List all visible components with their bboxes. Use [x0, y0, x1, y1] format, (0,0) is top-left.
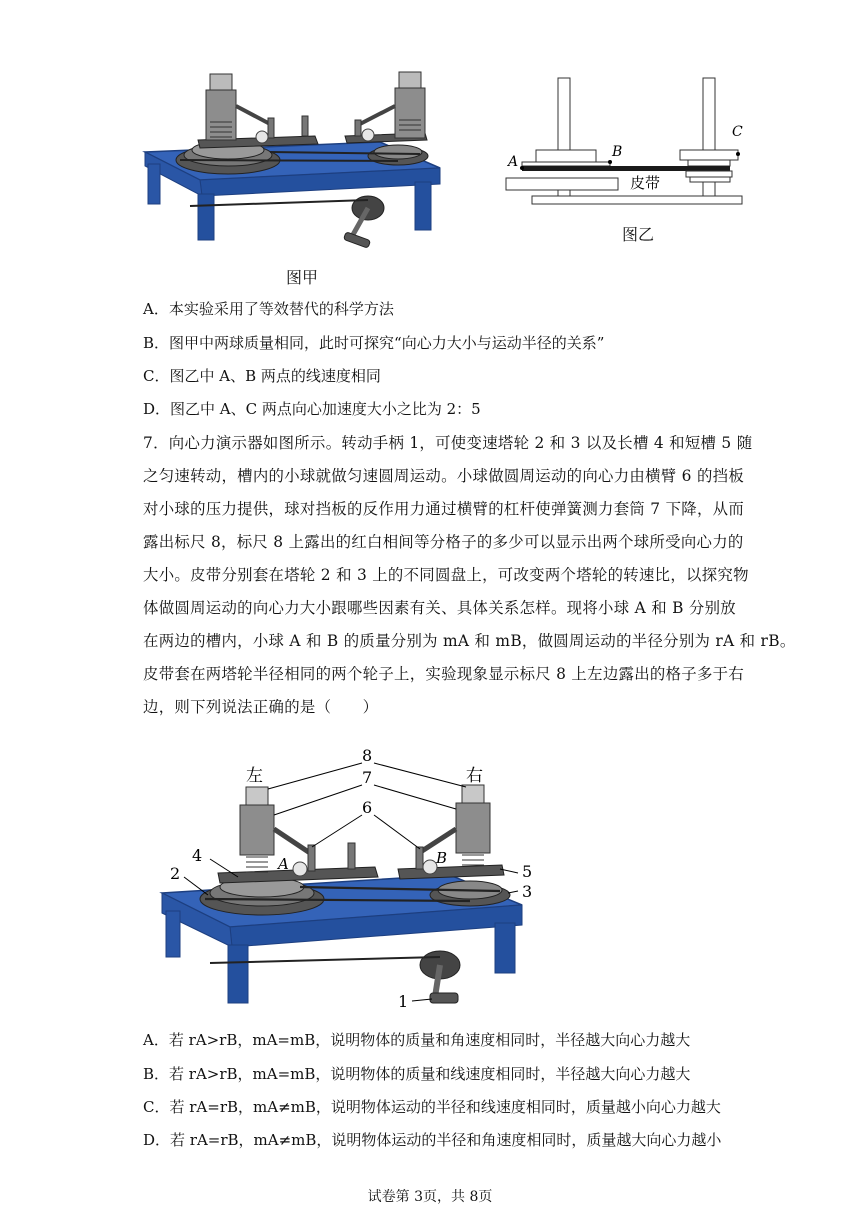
q7-line: 露出标尺 8，标尺 8 上露出的红白相间等分格子的多少可以显示出两个球所受向心力的 — [143, 533, 744, 551]
point-c-label: C — [732, 124, 743, 140]
q7-option-a: A．若 rA>rB，mA=mB，说明物体的质量和角速度相同时，半径越大向心力越大 — [143, 1031, 691, 1049]
figure-yi-diagram — [500, 70, 760, 215]
figure-q7-apparatus — [150, 745, 560, 1020]
label-ball-b: B — [436, 849, 448, 867]
label-left: 左 — [246, 766, 263, 786]
figure-jia-caption: 图甲 — [286, 268, 319, 287]
label-1: 1 — [398, 992, 409, 1011]
page-footer: 试卷第 3页，共 8页 — [367, 1189, 493, 1205]
q7-line: 大小。皮带分别套在塔轮 2 和 3 上的不同圆盘上，可改变两个塔轮的转速比，以探究物 — [143, 566, 749, 584]
label-8: 8 — [362, 746, 373, 765]
q7-line: 皮带套在两塔轮半径相同的两个轮子上，实验现象显示标尺 8 上左边露出的格子多于右 — [143, 665, 745, 683]
q6-option-a: A．本实验采用了等效替代的科学方法 — [143, 300, 394, 318]
label-7: 7 — [362, 768, 373, 787]
label-ball-a: A — [278, 855, 289, 873]
label-3: 3 — [522, 882, 533, 901]
q7-line: 体做圆周运动的向心力大小跟哪些因素有关、具体关系怎样。现将小球 A 和 B 分别放 — [143, 599, 736, 617]
label-2: 2 — [170, 864, 181, 883]
point-b-label: B — [612, 144, 623, 160]
belt-label: 皮带 — [630, 174, 661, 192]
q7-option-c: C．若 rA=rB，mA≠mB，说明物体运动的半径和线速度相同时，质量越小向心力越大 — [143, 1098, 721, 1116]
label-6: 6 — [362, 798, 373, 817]
point-a-label: A — [508, 154, 519, 170]
figure-jia-apparatus — [140, 60, 460, 260]
q7-option-d: D．若 rA=rB，mA≠mB，说明物体运动的半径和角速度相同时，质量越大向心力越小 — [143, 1131, 722, 1149]
q6-option-d: D．图乙中 A、C 两点向心加速度大小之比为 2：5 — [143, 400, 481, 418]
q7-stem — [143, 427, 796, 724]
q7-option-b: B．若 rA>rB，mA=mB，说明物体的质量和线速度相同时，半径越大向心力越大 — [143, 1065, 691, 1083]
q7-line: 之匀速转动，槽内的小球就做匀速圆周运动。小球做圆周运动的向心力由横臂 6 的挡板 — [143, 467, 745, 485]
q7-line: 对小球的压力提供，球对挡板的反作用力通过横臂的杠杆使弹簧测力套筒 7 下降，从而 — [143, 500, 745, 518]
q7-line: 在两边的槽内，小球 A 和 B 的质量分别为 mA 和 mB，做圆周运动的半径分别为 rA 和 rB。 — [143, 632, 796, 650]
figure-yi-caption: 图乙 — [622, 225, 655, 244]
q7-line: 边，则下列说法正确的是（ ） — [143, 698, 379, 716]
label-5: 5 — [522, 862, 533, 881]
label-4: 4 — [192, 846, 203, 865]
q6-option-b: B．图甲中两球质量相同，此时可探究“向心力大小与运动半径的关系” — [143, 334, 605, 352]
q6-option-c: C．图乙中 A、B 两点的线速度相同 — [143, 367, 381, 385]
label-right: 右 — [466, 766, 483, 786]
q7-line: 7．向心力演示器如图所示。转动手柄 1，可使变速塔轮 2 和 3 以及长槽 4 和短槽 5 随 — [143, 434, 753, 452]
